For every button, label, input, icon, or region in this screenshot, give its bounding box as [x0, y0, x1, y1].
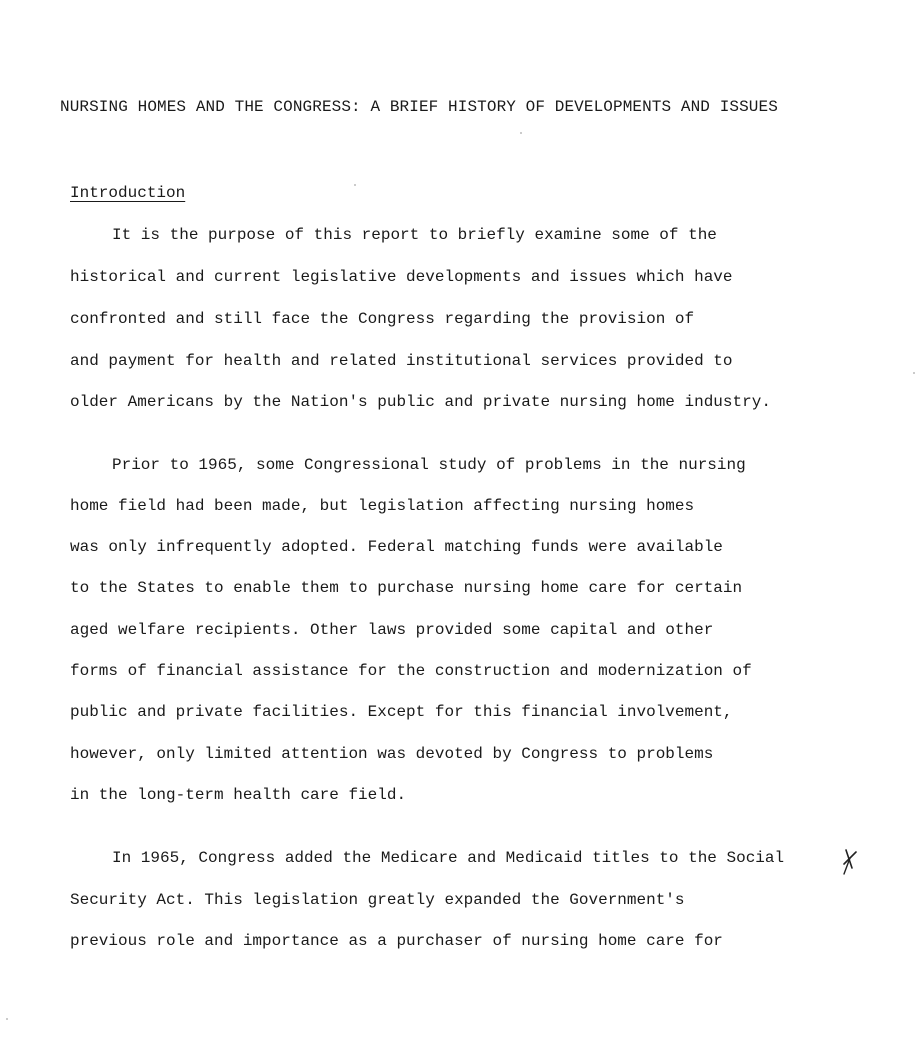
paragraph-2-line-6: forms of financial assistance for the construction and modernization of — [70, 662, 752, 680]
paragraph-3-line-1: In 1965, Congress added the Medicare and Medicaid titles to the Social — [112, 849, 785, 867]
paragraph-2-line-5: aged welfare recipients. Other laws provided some capital and other — [70, 621, 714, 639]
paragraph-1-line-2: historical and current legislative developments and issues which have — [70, 268, 733, 286]
paragraph-1-line-4: and payment for health and related institutional services provided to — [70, 352, 733, 370]
paragraph-2-line-1: Prior to 1965, some Congressional study of problems in the nursing — [112, 456, 746, 474]
paragraph-2-line-8: however, only limited attention was devoted by Congress to problems — [70, 745, 714, 763]
handwritten-margin-mark-icon — [838, 846, 862, 876]
paragraph-2-line-2: home field had been made, but legislation affecting nursing homes — [70, 497, 695, 515]
paragraph-1-line-1: It is the purpose of this report to briefly examine some of the — [112, 226, 717, 244]
scan-speck — [354, 184, 356, 186]
scan-speck — [913, 372, 915, 374]
paragraph-2-line-7: public and private facilities. Except for this financial involvement, — [70, 703, 733, 721]
paragraph-3-line-3: previous role and importance as a purchaser of nursing home care for — [70, 932, 723, 950]
paragraph-2-line-4: to the States to enable them to purchase nursing home care for certain — [70, 579, 743, 597]
paragraph-2-line-9: in the long-term health care field. — [70, 786, 407, 804]
scan-speck — [520, 132, 522, 134]
document-title: NURSING HOMES AND THE CONGRESS: A BRIEF HISTORY OF DEVELOPMENTS AND ISSUES — [60, 98, 778, 116]
paragraph-1-line-5: older Americans by the Nation's public and private nursing home industry. — [70, 393, 771, 411]
paragraph-2-line-3: was only infrequently adopted. Federal matching funds were available — [70, 538, 723, 556]
section-heading-introduction: Introduction — [70, 184, 186, 202]
scan-speck — [6, 1018, 8, 1020]
paragraph-1-line-3: confronted and still face the Congress regarding the provision of — [70, 310, 695, 328]
paragraph-3-line-2: Security Act. This legislation greatly expanded the Government's — [70, 891, 685, 909]
